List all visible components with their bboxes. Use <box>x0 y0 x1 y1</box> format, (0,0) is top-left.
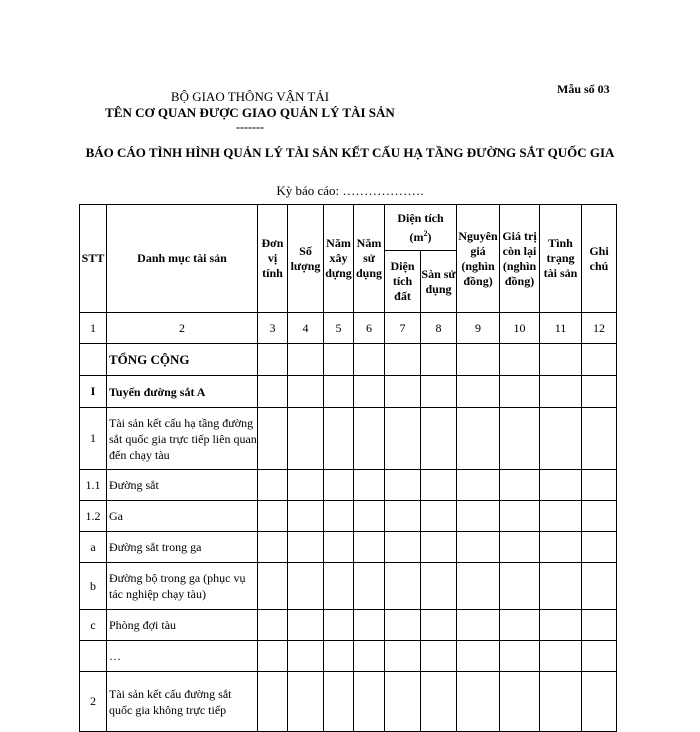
empty-cell <box>354 672 385 732</box>
empty-cell <box>421 376 457 408</box>
col-header-original-value: Nguyên giá (nghìn đồng) <box>457 205 500 313</box>
empty-cell <box>288 470 324 501</box>
empty-cell <box>385 641 421 672</box>
row-asset-name: Đường bộ trong ga (phục vụ tác nghiệp chạy tàu) <box>107 563 258 610</box>
col-header-unit: Đơn vị tính <box>258 205 288 313</box>
area-unit-sup: 2 <box>423 228 428 238</box>
row-asset-name: Tuyến đường sắt A <box>107 376 258 408</box>
empty-cell <box>457 408 500 470</box>
empty-cell <box>324 408 354 470</box>
row-asset-name: Ga <box>107 501 258 532</box>
empty-cell <box>258 408 288 470</box>
row-asset-name: Phòng đợi tàu <box>107 610 258 641</box>
col-header-asset-list: Danh mục tài sản <box>107 205 258 313</box>
col-header-area <box>385 205 457 251</box>
empty-cell <box>324 501 354 532</box>
empty-cell <box>457 470 500 501</box>
col-header-land-area: Diện tích đất <box>385 251 421 313</box>
empty-cell <box>385 376 421 408</box>
empty-cell <box>288 376 324 408</box>
column-number: 2 <box>107 313 258 344</box>
empty-cell <box>421 501 457 532</box>
column-number: 6 <box>354 313 385 344</box>
empty-cell <box>354 532 385 563</box>
table-row <box>80 408 617 470</box>
empty-cell <box>540 470 582 501</box>
empty-cell <box>385 501 421 532</box>
empty-cell <box>582 344 617 376</box>
empty-cell <box>457 672 500 732</box>
empty-cell <box>385 470 421 501</box>
empty-cell <box>288 344 324 376</box>
empty-cell <box>288 641 324 672</box>
empty-cell <box>258 344 288 376</box>
empty-cell <box>421 672 457 732</box>
col-header-status: Tình trạng tài sản <box>540 205 582 313</box>
empty-cell <box>354 610 385 641</box>
empty-cell <box>540 672 582 732</box>
row-asset-name: Tài sản kết cấu đường sắt quốc gia không trực tiếp <box>107 672 258 732</box>
empty-cell <box>540 563 582 610</box>
empty-cell <box>540 610 582 641</box>
table-row <box>80 532 617 563</box>
empty-cell <box>324 532 354 563</box>
empty-cell <box>288 610 324 641</box>
empty-cell <box>421 641 457 672</box>
empty-cell <box>500 344 540 376</box>
empty-cell <box>354 641 385 672</box>
row-stt <box>80 641 107 672</box>
empty-cell <box>421 470 457 501</box>
row-stt: b <box>80 563 107 610</box>
empty-cell <box>582 641 617 672</box>
row-stt: 1.1 <box>80 470 107 501</box>
agency-name: TÊN CƠ QUAN ĐƯỢC GIAO QUẢN LÝ TÀI SẢN <box>105 105 395 120</box>
area-label-close: ) <box>427 229 432 244</box>
empty-cell <box>354 470 385 501</box>
empty-cell <box>354 501 385 532</box>
empty-cell <box>421 532 457 563</box>
ministry-name: BỘ GIAO THÔNG VẬN TẢI <box>170 89 330 104</box>
empty-cell <box>582 563 617 610</box>
report-period: Kỳ báo cáo: ………………. <box>276 183 424 198</box>
column-number: 8 <box>421 313 457 344</box>
row-stt: 2 <box>80 672 107 732</box>
empty-cell <box>421 563 457 610</box>
column-number: 7 <box>385 313 421 344</box>
row-stt <box>80 344 107 376</box>
empty-cell <box>457 501 500 532</box>
table-row <box>80 563 617 610</box>
empty-cell <box>582 470 617 501</box>
empty-cell <box>582 501 617 532</box>
empty-cell <box>258 610 288 641</box>
empty-cell <box>258 672 288 732</box>
table-row <box>80 641 617 672</box>
empty-cell <box>288 563 324 610</box>
empty-cell <box>324 672 354 732</box>
empty-cell <box>582 610 617 641</box>
col-header-year-built: Năm xây dựng <box>324 205 354 313</box>
empty-cell <box>540 641 582 672</box>
empty-cell <box>324 563 354 610</box>
header-separator: ------- <box>236 120 264 134</box>
col-header-residual-value: Giá trị còn lại (nghìn đồng) <box>500 205 540 313</box>
empty-cell <box>258 376 288 408</box>
row-asset-name: TỔNG CỘNG <box>107 344 258 376</box>
col-header-quantity: Số lượng <box>288 205 324 313</box>
empty-cell <box>288 672 324 732</box>
agency-header <box>90 89 410 133</box>
empty-cell <box>500 470 540 501</box>
column-number-row <box>80 313 617 344</box>
empty-cell <box>324 641 354 672</box>
asset-report-table <box>79 204 617 732</box>
empty-cell <box>385 408 421 470</box>
table-row <box>80 501 617 532</box>
table-row <box>80 344 617 376</box>
table-row <box>80 470 617 501</box>
column-number: 9 <box>457 313 500 344</box>
empty-cell <box>457 641 500 672</box>
empty-cell <box>288 501 324 532</box>
empty-cell <box>540 501 582 532</box>
empty-cell <box>421 408 457 470</box>
empty-cell <box>457 532 500 563</box>
row-stt: a <box>80 532 107 563</box>
row-asset-name: Tài sản kết cấu hạ tầng đường sắt quốc gia trực tiếp liên quan đến chạy tàu <box>107 408 258 470</box>
empty-cell <box>540 408 582 470</box>
empty-cell <box>288 408 324 470</box>
empty-cell <box>500 501 540 532</box>
empty-cell <box>354 563 385 610</box>
empty-cell <box>258 501 288 532</box>
empty-cell <box>324 610 354 641</box>
empty-cell <box>500 563 540 610</box>
empty-cell <box>540 344 582 376</box>
row-stt: 1.2 <box>80 501 107 532</box>
column-number: 1 <box>80 313 107 344</box>
col-header-floor-area: Sàn sử dụng <box>421 251 457 313</box>
empty-cell <box>354 408 385 470</box>
empty-cell <box>540 376 582 408</box>
column-number: 4 <box>288 313 324 344</box>
empty-cell <box>288 532 324 563</box>
empty-cell <box>457 344 500 376</box>
empty-cell <box>421 610 457 641</box>
form-number: Mẫu số 03 <box>557 82 610 96</box>
table-body <box>80 344 617 732</box>
empty-cell <box>457 563 500 610</box>
empty-cell <box>582 408 617 470</box>
row-asset-name: … <box>107 641 258 672</box>
empty-cell <box>385 672 421 732</box>
empty-cell <box>500 672 540 732</box>
empty-cell <box>258 470 288 501</box>
row-stt: c <box>80 610 107 641</box>
col-header-note: Ghi chú <box>582 205 617 313</box>
column-number: 5 <box>324 313 354 344</box>
column-number: 12 <box>582 313 617 344</box>
row-asset-name: Đường sắt <box>107 470 258 501</box>
area-label: Diện tích (m <box>397 210 444 244</box>
column-number: 10 <box>500 313 540 344</box>
empty-cell <box>354 344 385 376</box>
row-asset-name: Đường sắt trong ga <box>107 532 258 563</box>
empty-cell <box>457 610 500 641</box>
empty-cell <box>582 376 617 408</box>
empty-cell <box>258 532 288 563</box>
empty-cell <box>258 563 288 610</box>
empty-cell <box>385 610 421 641</box>
col-header-stt: STT <box>80 205 107 313</box>
column-number: 3 <box>258 313 288 344</box>
empty-cell <box>385 563 421 610</box>
table-row <box>80 672 617 732</box>
empty-cell <box>582 532 617 563</box>
empty-cell <box>540 532 582 563</box>
table-row <box>80 610 617 641</box>
empty-cell <box>457 376 500 408</box>
empty-cell <box>258 641 288 672</box>
empty-cell <box>354 376 385 408</box>
empty-cell <box>500 408 540 470</box>
empty-cell <box>500 610 540 641</box>
column-number: 11 <box>540 313 582 344</box>
report-title: BÁO CÁO TÌNH HÌNH QUẢN LÝ TÀI SẢN KẾT CẤU HẠ TẦNG ĐƯỜNG SẮT QUỐC GIA <box>85 145 615 160</box>
row-stt: 1 <box>80 408 107 470</box>
empty-cell <box>500 376 540 408</box>
empty-cell <box>324 376 354 408</box>
empty-cell <box>500 532 540 563</box>
col-header-year-used: Năm sử dụng <box>354 205 385 313</box>
empty-cell <box>582 672 617 732</box>
empty-cell <box>385 532 421 563</box>
empty-cell <box>500 641 540 672</box>
empty-cell <box>324 344 354 376</box>
table-row <box>80 376 617 408</box>
empty-cell <box>385 344 421 376</box>
empty-cell <box>421 344 457 376</box>
row-stt: I <box>80 376 107 408</box>
empty-cell <box>324 470 354 501</box>
header-row <box>80 205 617 251</box>
